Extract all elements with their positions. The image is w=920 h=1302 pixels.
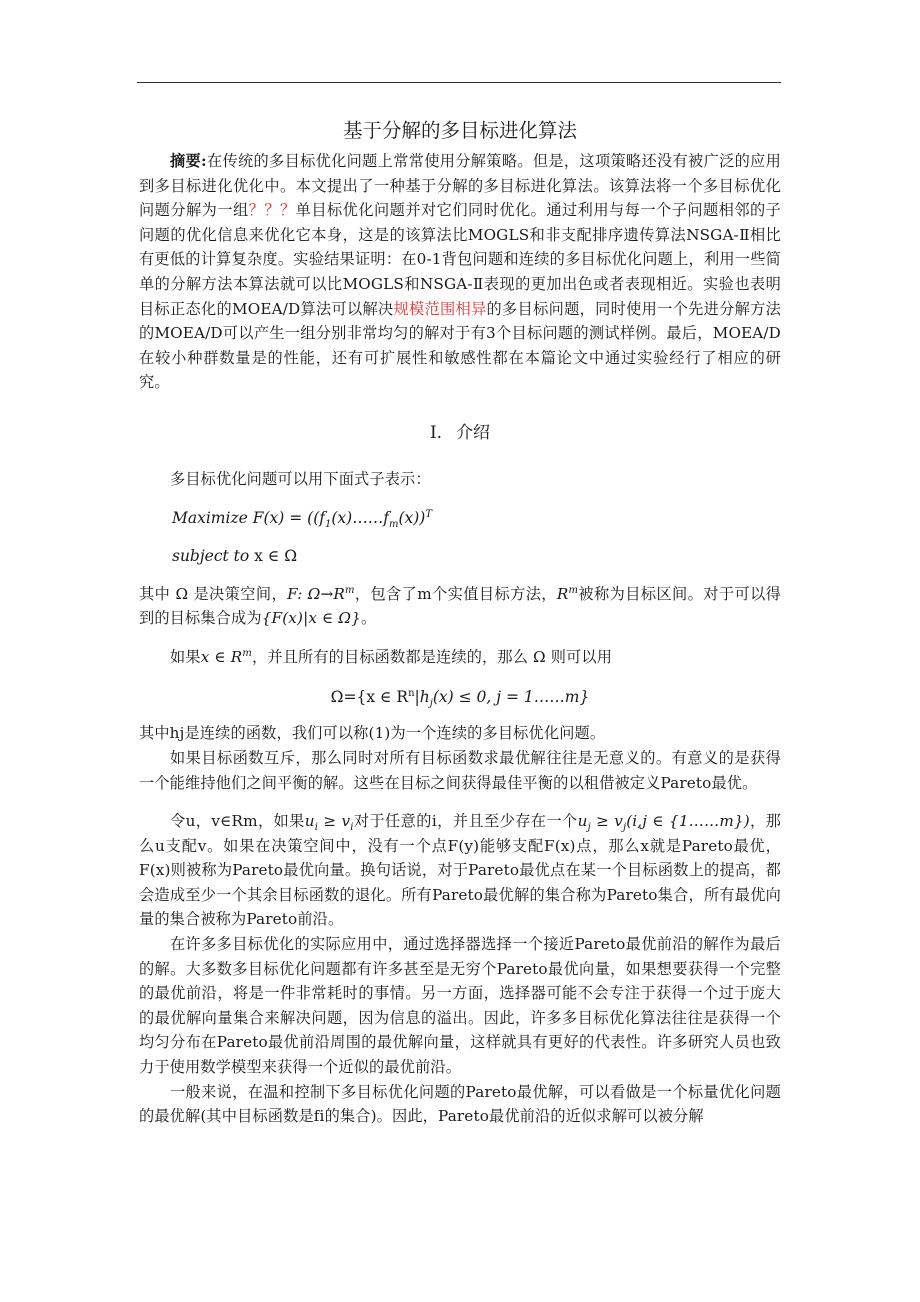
abstract-text-2: 单目标优化问题并对它们同时优化。通过利用与每一个子问题相邻的子问题的优化信息来优化它本身，这是的该算法比MOGLS和非支配排序遗传算法NSGA-Ⅱ相比有更低的计算复杂度。实验结果证明：在0-1背包问题和连续的多目标优化问题上，利用一些简单的分解方法本算法就可以比MOGLS和NSGA-Ⅱ表现的更加出色或者表现相近。实验也表明目标正态化的MOEA/D算法可以解决 (139, 201, 781, 318)
abstract-paragraph (139, 149, 781, 395)
abstract-text-1: 在传统的多目标优化问题上常常使用分解策略。但是，这项策略还没有被广泛的应用到多目标进化优化中。本文提出了一种基于分解的多目标进化算法。该算法将一个多目标优化问题分解为一组 (139, 152, 781, 220)
selector-paragraph: 在许多多目标优化的实际应用中，通过选择器选择一个接近Pareto最优前沿的解作为最后的解。大多数多目标优化问题都有许多甚至是无穷个Pareto最优向量，如果想要获得一个完整的最优前沿，将是一件非常耗时的事情。另一方面，选择器可能不会专注于获得一个过于庞大的最优解向量集合来解决问题，因为信息的溢出。因此，许多多目标优化算法往往是获得一个均匀分布在Pareto最优前沿周围的最优解向量，这样就具有更好的代表性。许多研究人员也致力于使用数学模型来获得一个近似的最优前沿。 (139, 935, 781, 1077)
general-paragraph: 一般来说，在温和控制下多目标优化问题的Pareto最优解，可以看做是一个标量优化问题的最优解(其中目标函数是fi的集合)。因此，Pareto最优前沿的近似求解可以被分解 (139, 1082, 781, 1126)
document-page (139, 118, 781, 1129)
conflict-paragraph: 如果目标函数互斥，那么同时对所有目标函数求最优解往往是无意义的。有意义的是获得一个能维持他们之间平衡的解。这些在目标之间获得最佳平衡的以租借被定义Pareto最优。 (139, 748, 781, 792)
section-title: 介绍 (456, 422, 491, 443)
abstract-label: 摘要: (170, 152, 207, 170)
section-number: I. (429, 422, 443, 443)
hj-paragraph: 其中hj是连续的函数，我们可以称(1)为一个连续的多目标优化问题。 (139, 724, 606, 743)
formula-maximize: Maximize $F(x) = ((f_1(x)\dots\dots f_m(x))^T$ (172, 508, 432, 530)
if-paragraph: 如果x ∈ $R^m$，并且所有的目标函数都是连续的，那么 Ω 则可以用 (170, 647, 613, 666)
omega-paragraph: 其中 Ω 是决策空间，F: $\Omega\to R^m$，包含了m个实值目标方法，$R^m$被称为目标区间。对于可以得到的目标集合成为{F(x)|x ∈ Ω}。 (139, 584, 782, 628)
formula-omega-set: Ω={x ∈ $R^n|h_j(x) \le 0$, j = 1……m} (330, 688, 590, 710)
document-title: 基于分解的多目标进化算法 (342, 119, 577, 142)
abstract-question-marks: ？？？ (248, 201, 296, 220)
section-heading (139, 421, 781, 445)
abstract-highlight: 规模范围相异 (393, 299, 487, 318)
formula-subject-to: subject to x ∈ Ω (172, 546, 298, 565)
header-rule (137, 82, 781, 83)
abstract-text-3: 的多目标问题，同时使用一个先进分解方法的MOEA/D可以产生一组分别非常均匀的解对于有3个目标问题的测试样例。最后，MOEA/D在较小种群数量是的性能，还有可扩展性和敏感性都在本篇论文中通过实验经行了相应的研究。 (139, 299, 781, 392)
dominance-paragraph: 令u，v∈Rm，如果$u_i \ge v_i$对于任意的i，并且至少存在一个$u_j \ge v_j(i,j$ ∈ {1……m})，那么u支配v。如果在决策空间中，没有一个点F(y)能够支配F(x)点，那么x就是Pareto最优，F(x)则被称为Pareto最优向量。换句话说，对于Pareto最优点在某一个目标函数上的提高，都会造成至少一个其余目标函数的退化。所有Pareto最优解的集合称为Pareto集合，所有最优向量的集合被称为Pareto前沿。 (139, 812, 781, 929)
intro-line: 多目标优化问题可以用下面式子表示： (170, 469, 431, 488)
